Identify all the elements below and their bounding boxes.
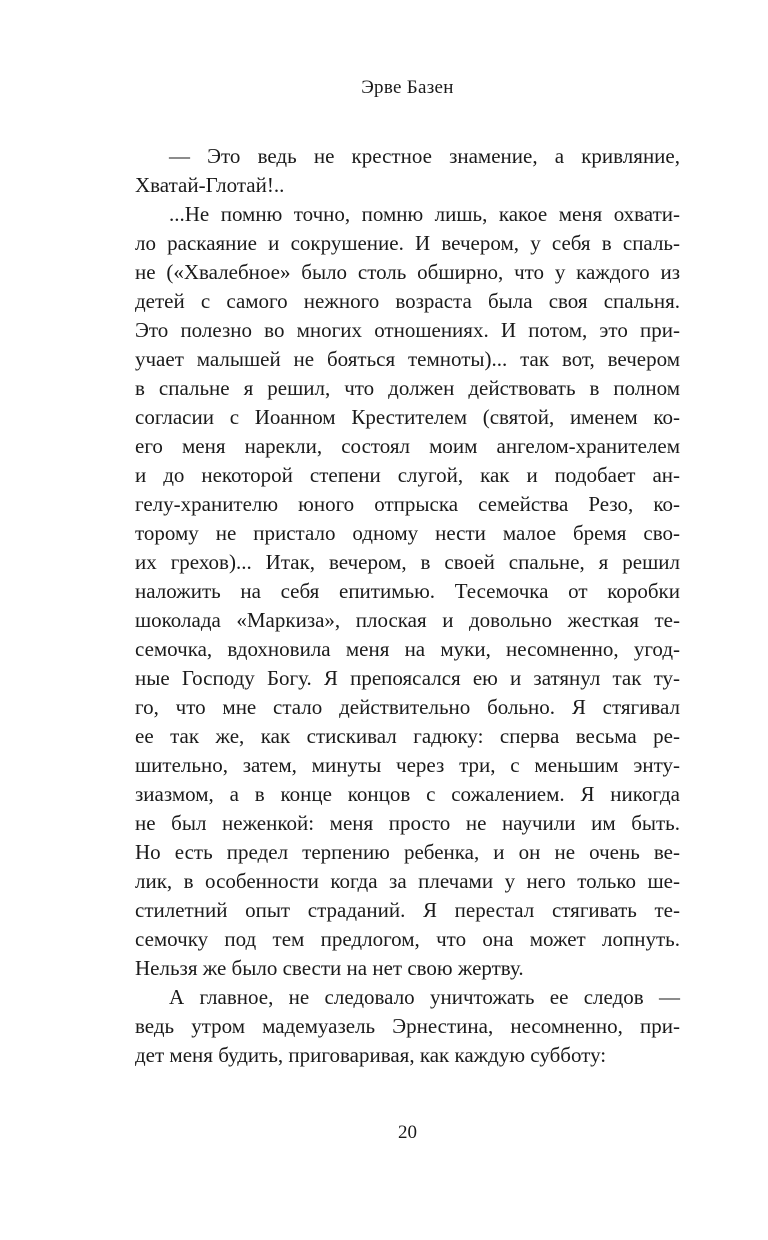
- text-line: ведь утром мадемуазель Эрнестина, несомненно, при-: [135, 1014, 680, 1038]
- text-line: стилетний опыт страданий. Я перестал стягивать те-: [135, 898, 680, 922]
- text-line: их грехов)... Итак, вечером, в своей спальне, я решил: [135, 550, 680, 574]
- text-line: учает малышей не бояться темноты)... так вот, вечером: [135, 347, 680, 371]
- text-line: наложить на себя епитимью. Тесемочка от коробки: [135, 579, 680, 603]
- text-line: — Это ведь не крестное знамение, а кривляние,: [169, 144, 680, 168]
- text-line: го, что мне стало действительно больно. Я стягивал: [135, 695, 680, 719]
- paragraph: [135, 142, 680, 200]
- text-line: гелу-хранителю юного отпрыска семейства Резо, ко-: [135, 492, 680, 516]
- text-line: Но есть предел терпению ребенка, и он не очень ве-: [135, 840, 680, 864]
- text-line: шительно, затем, минуты через три, с меньшим энту-: [135, 753, 680, 777]
- paragraph: [135, 983, 680, 1070]
- text-line: лик, в особенности когда за плечами у него только ше-: [135, 869, 680, 893]
- text-line: детей с самого нежного возраста была своя спальня.: [135, 289, 680, 313]
- text-line: ее так же, как стискивал гадюку: сперва весьма ре-: [135, 724, 680, 748]
- running-head: Эрве Базен: [361, 77, 454, 98]
- text-line: его меня нарекли, состоял моим ангелом-хранителем: [135, 434, 680, 458]
- paragraph: [135, 200, 680, 983]
- text-line: и до некоторой степени слугой, как и подобает ан-: [135, 463, 680, 487]
- text-line: Хватай-Глотай!..: [135, 173, 285, 197]
- text-block: [135, 142, 680, 1070]
- text-line: торому не пристало одному нести малое бремя сво-: [135, 521, 680, 545]
- text-line: зиазмом, а в конце концов с сожалением. Я никогда: [135, 782, 680, 806]
- text-line: ...Не помню точно, помню лишь, какое меня охвати-: [169, 202, 680, 226]
- text-line: ло раскаяние и сокрушение. И вечером, у себя в спаль-: [135, 231, 680, 255]
- text-line: семочка, вдохновила меня на муки, несомненно, угод-: [135, 637, 680, 661]
- text-line: Это полезно во многих отношениях. И потом, это при-: [135, 318, 680, 342]
- text-line: согласии с Иоанном Крестителем (святой, именем ко-: [135, 405, 680, 429]
- text-line: семочку под тем предлогом, что она может лопнуть.: [135, 927, 680, 951]
- text-line: Нельзя же было свести на нет свою жертву.: [135, 956, 524, 980]
- text-line: А главное, не следовало уничтожать ее следов —: [169, 985, 680, 1009]
- text-line: ные Господу Богу. Я препоясался ею и затянул так ту-: [135, 666, 680, 690]
- text-line: не был неженкой: меня просто не научили им быть.: [135, 811, 680, 835]
- text-line: не («Хвалебное» было столь обширно, что у каждого из: [135, 260, 680, 284]
- text-line: в спальне я решил, что должен действовать в полном: [135, 376, 680, 400]
- text-line: дет меня будить, приговаривая, как каждую субботу:: [135, 1043, 607, 1067]
- page-number: 20: [398, 1122, 417, 1143]
- text-line: шоколада «Маркиза», плоская и довольно жесткая те-: [135, 608, 680, 632]
